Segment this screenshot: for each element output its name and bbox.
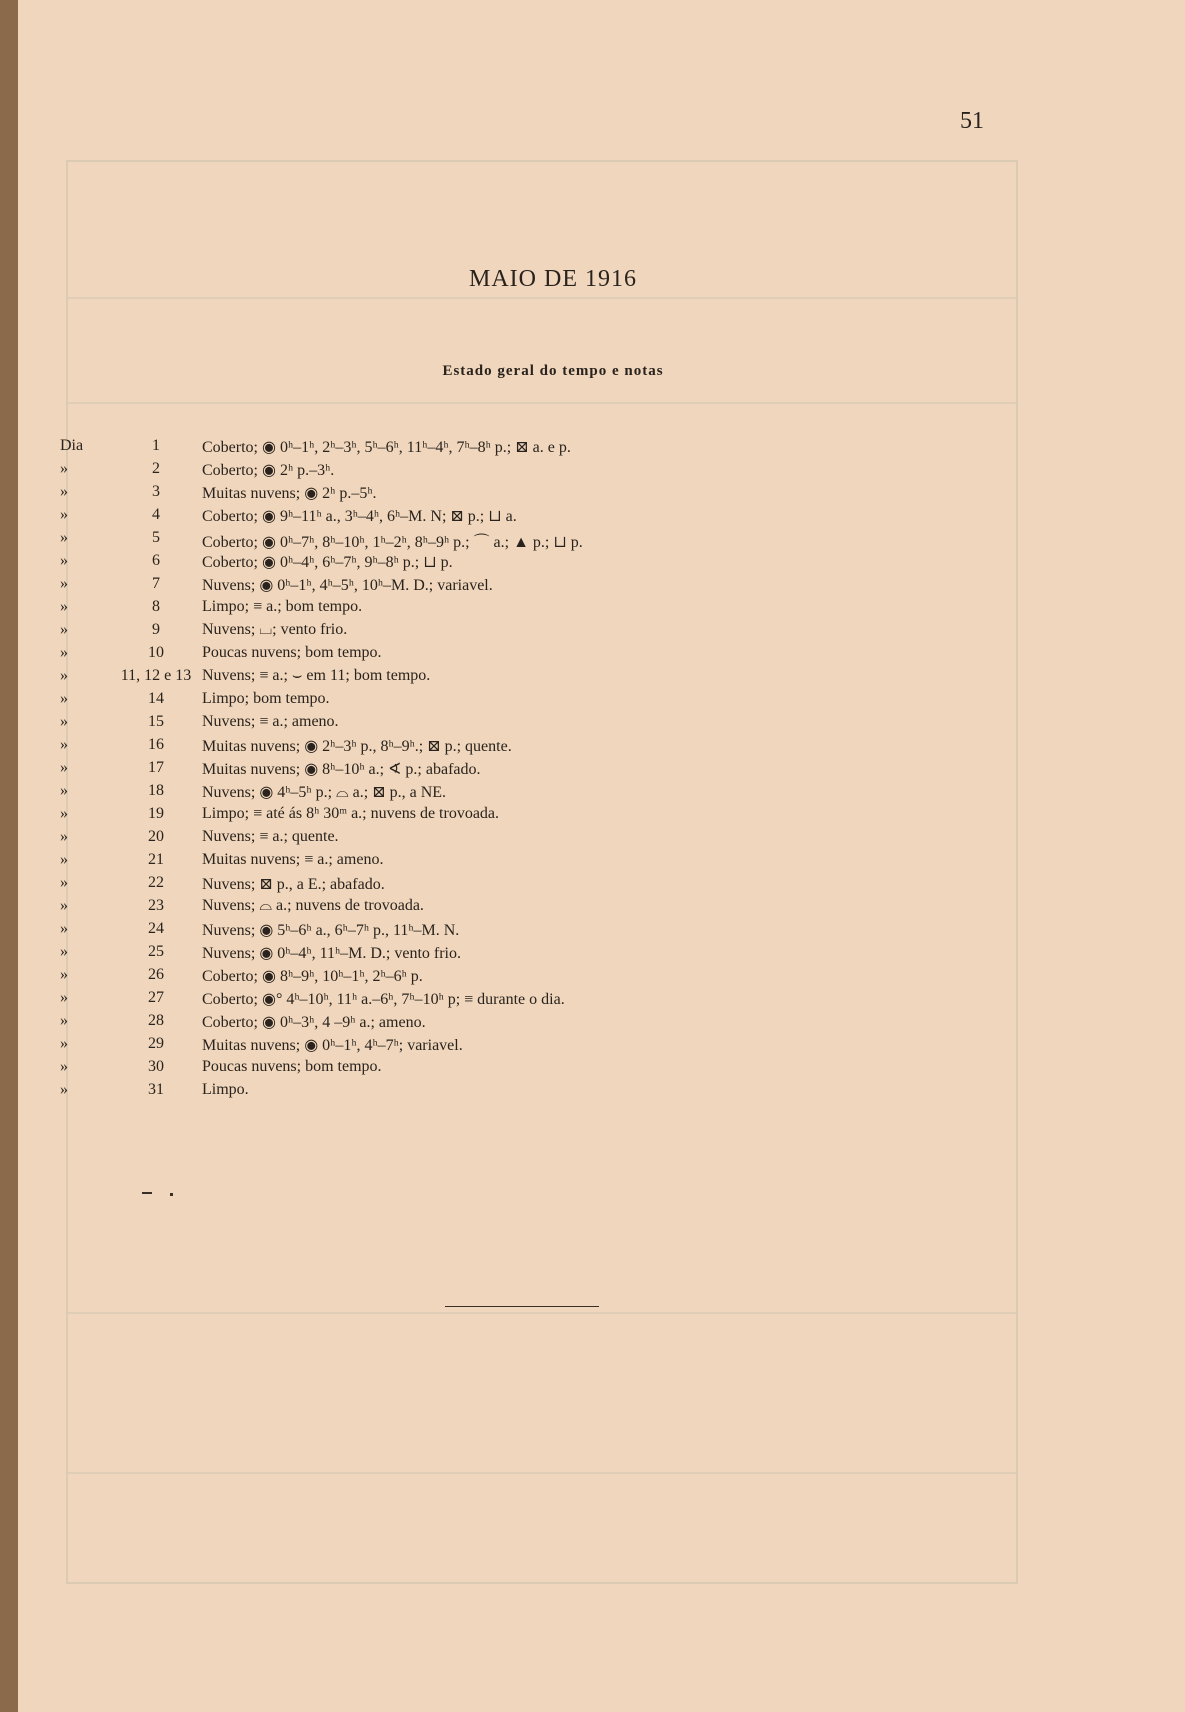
day-row	[18, 851, 1185, 874]
day-row	[18, 460, 1185, 483]
day-label: »	[60, 460, 68, 477]
day-number: 16	[148, 736, 164, 753]
day-number: 19	[148, 805, 164, 822]
day-note: Coberto; ◉ 8ʰ–9ʰ, 10ʰ–1ʰ, 2ʰ–6ʰ p.	[202, 968, 423, 985]
day-row	[18, 989, 1185, 1012]
day-label: »	[60, 1081, 68, 1098]
day-label: »	[60, 621, 68, 638]
day-row	[18, 483, 1185, 506]
day-note: Muitas nuvens; ◉ 0ʰ–1ʰ, 4ʰ–7ʰ; variavel.	[202, 1037, 463, 1054]
day-number: 2	[152, 460, 160, 477]
day-label: »	[60, 851, 68, 868]
day-row	[18, 782, 1185, 805]
day-label: Dia	[60, 437, 84, 454]
day-note: Nuvens; ◉ 0ʰ–1ʰ, 4ʰ–5ʰ, 10ʰ–M. D.; variavel.	[202, 577, 493, 594]
day-row	[18, 943, 1185, 966]
day-row	[18, 759, 1185, 782]
day-note: Muitas nuvens; ◉ 2ʰ p.–5ʰ.	[202, 485, 377, 502]
day-row	[18, 828, 1185, 851]
day-label: »	[60, 966, 68, 983]
day-number: 3	[152, 483, 160, 500]
day-label: »	[60, 805, 68, 822]
day-label: »	[60, 920, 68, 937]
day-number: 11, 12 e 13	[120, 667, 192, 684]
day-note: Poucas nuvens; bom tempo.	[202, 644, 382, 661]
day-note: Coberto; ◉ 0ʰ–3ʰ, 4 –9ʰ a.; ameno.	[202, 1014, 426, 1031]
day-number: 31	[148, 1081, 164, 1098]
day-row	[18, 575, 1185, 598]
day-row	[18, 713, 1185, 736]
day-note: Nuvens; ◉ 0ʰ–4ʰ, 11ʰ–M. D.; vento frio.	[202, 945, 461, 962]
day-row	[18, 621, 1185, 644]
day-label: »	[60, 575, 68, 592]
day-note: Nuvens; ⊠ p., a E.; abafado.	[202, 876, 385, 893]
day-label: »	[60, 598, 68, 615]
day-row	[18, 529, 1185, 552]
day-label: »	[60, 782, 68, 799]
day-row	[18, 667, 1185, 690]
day-number: 30	[148, 1058, 164, 1075]
day-number: 9	[152, 621, 160, 638]
day-note: Nuvens; ⌴; vento frio.	[202, 621, 348, 638]
day-label: »	[60, 552, 68, 569]
day-note: Nuvens; ⌓ a.; nuvens de trovoada.	[202, 897, 424, 914]
day-label: »	[60, 644, 68, 661]
day-label: »	[60, 529, 68, 546]
day-label: »	[60, 713, 68, 730]
day-number: 14	[148, 690, 164, 707]
day-note: Limpo.	[202, 1081, 249, 1098]
day-number: 23	[148, 897, 164, 914]
day-number: 18	[148, 782, 164, 799]
day-label: »	[60, 874, 68, 891]
day-number: 29	[148, 1035, 164, 1052]
day-number: 8	[152, 598, 160, 615]
day-note: Muitas nuvens; ≡ a.; ameno.	[202, 851, 384, 868]
day-note: Muitas nuvens; ◉ 2ʰ–3ʰ p., 8ʰ–9ʰ.; ⊠ p.; quente.	[202, 738, 512, 755]
day-note: Muitas nuvens; ◉ 8ʰ–10ʰ a.; ∢ p.; abafado.	[202, 761, 481, 778]
day-label: »	[60, 828, 68, 845]
day-label: »	[60, 759, 68, 776]
day-row	[18, 1058, 1185, 1081]
day-number: 4	[152, 506, 160, 523]
day-label: »	[60, 1035, 68, 1052]
day-row	[18, 920, 1185, 943]
day-label: »	[60, 1058, 68, 1075]
day-number: 25	[148, 943, 164, 960]
day-label: »	[60, 736, 68, 753]
section-subtitle: Estado geral do tempo e notas	[442, 363, 664, 379]
day-row	[18, 966, 1185, 989]
day-number: 28	[148, 1012, 164, 1029]
day-row	[18, 598, 1185, 621]
day-number: 1	[152, 437, 160, 454]
day-note: Poucas nuvens; bom tempo.	[202, 1058, 382, 1075]
page-title: MAIO DE 1916	[469, 266, 637, 292]
ink-speck	[170, 1193, 173, 1196]
daily-notes-list	[18, 437, 1185, 1104]
day-row	[18, 552, 1185, 575]
day-note: Coberto; ◉ 2ʰ p.–3ʰ.	[202, 462, 335, 479]
day-number: 10	[148, 644, 164, 661]
day-number: 17	[148, 759, 164, 776]
day-note: Coberto; ◉ 9ʰ–11ʰ a., 3ʰ–4ʰ, 6ʰ–M. N; ⊠ p.; ⊔ a.	[202, 508, 517, 525]
day-label: »	[60, 506, 68, 523]
day-row	[18, 437, 1185, 460]
day-note: Nuvens; ◉ 4ʰ–5ʰ p.; ⌓ a.; ⊠ p., a NE.	[202, 784, 447, 801]
day-label: »	[60, 483, 68, 500]
day-number: 22	[148, 874, 164, 891]
day-number: 26	[148, 966, 164, 983]
day-row	[18, 805, 1185, 828]
day-row	[18, 690, 1185, 713]
day-label: »	[60, 667, 68, 684]
day-row	[18, 1012, 1185, 1035]
day-note: Limpo; ≡ a.; bom tempo.	[202, 598, 363, 615]
day-note: Coberto; ◉° 4ʰ–10ʰ, 11ʰ a.–6ʰ, 7ʰ–10ʰ p; ≡ durante o dia.	[202, 991, 565, 1008]
day-row	[18, 736, 1185, 759]
day-number: 24	[148, 920, 164, 937]
day-label: »	[60, 943, 68, 960]
closing-rule	[445, 1306, 599, 1307]
day-note: Coberto; ◉ 0ʰ–4ʰ, 6ʰ–7ʰ, 9ʰ–8ʰ p.; ⊔ p.	[202, 554, 453, 571]
day-number: 7	[152, 575, 160, 592]
day-number: 6	[152, 552, 160, 569]
day-number: 5	[152, 529, 160, 546]
day-note: Nuvens; ≡ a.; ameno.	[202, 713, 339, 730]
ink-speck	[142, 1192, 152, 1194]
day-row	[18, 874, 1185, 897]
day-row	[18, 897, 1185, 920]
day-note: Nuvens; ◉ 5ʰ–6ʰ a., 6ʰ–7ʰ p., 11ʰ–M. N.	[202, 922, 460, 939]
page-number: 51	[960, 108, 984, 134]
day-label: »	[60, 1012, 68, 1029]
day-number: 20	[148, 828, 164, 845]
day-note: Limpo; ≡ até ás 8ʰ 30ᵐ a.; nuvens de trovoada.	[202, 805, 500, 822]
day-row	[18, 1081, 1185, 1104]
day-label: »	[60, 690, 68, 707]
day-note: Limpo; bom tempo.	[202, 690, 330, 707]
day-label: »	[60, 897, 68, 914]
day-row	[18, 1035, 1185, 1058]
day-row	[18, 644, 1185, 667]
day-label: »	[60, 989, 68, 1006]
day-row	[18, 506, 1185, 529]
day-number: 15	[148, 713, 164, 730]
day-note: Coberto; ◉ 0ʰ–7ʰ, 8ʰ–10ʰ, 1ʰ–2ʰ, 8ʰ–9ʰ p.; ⌒ a.; ▲ p.; ⊔ p.	[202, 534, 583, 551]
day-note: Nuvens; ≡ a.; ⌣ em 11; bom tempo.	[202, 667, 431, 684]
document-page	[18, 0, 1185, 1712]
day-note: Coberto; ◉ 0ʰ–1ʰ, 2ʰ–3ʰ, 5ʰ–6ʰ, 11ʰ–4ʰ, 7ʰ–8ʰ p.; ⊠ a. e p.	[202, 439, 571, 456]
day-note: Nuvens; ≡ a.; quente.	[202, 828, 339, 845]
day-number: 21	[148, 851, 164, 868]
day-number: 27	[148, 989, 164, 1006]
